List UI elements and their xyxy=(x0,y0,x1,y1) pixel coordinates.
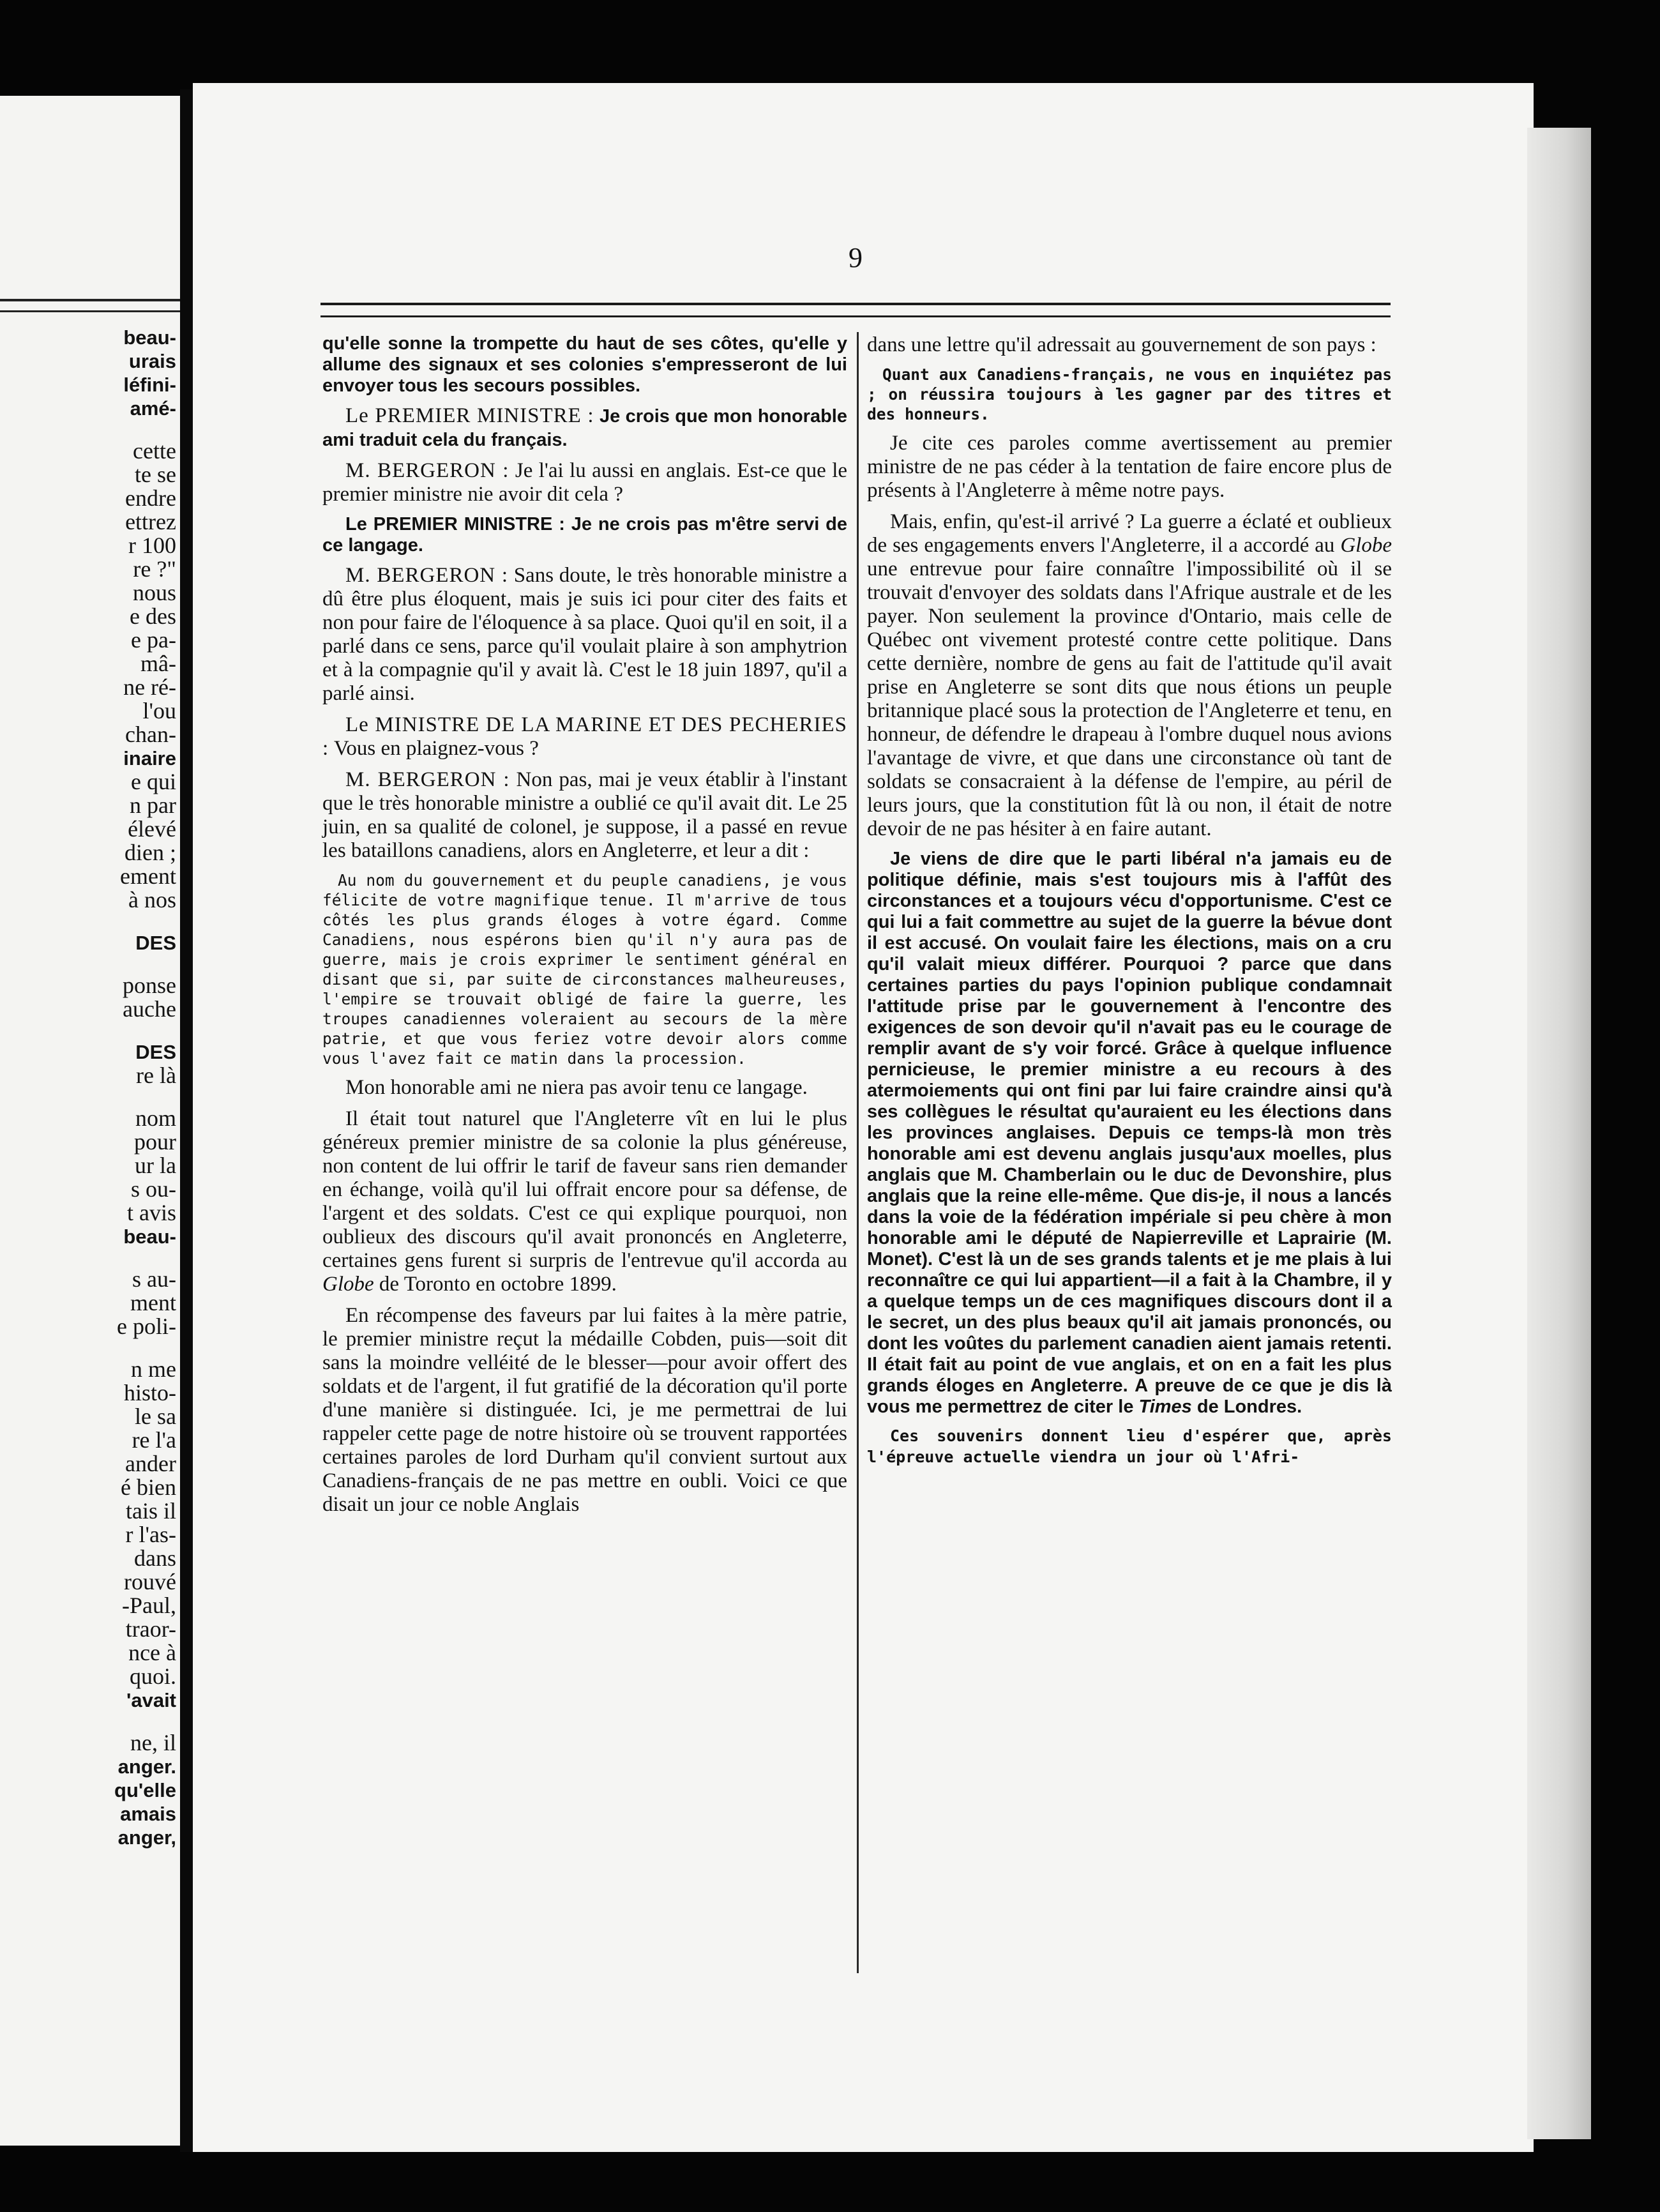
facing-page-rule xyxy=(0,299,180,312)
speaker-name: M. BERGERON : xyxy=(345,564,508,587)
facing-page-line: e des xyxy=(130,603,176,629)
facing-page-line xyxy=(0,420,176,439)
paragraph: Ces souvenirs donnent lieu d'espérer que, après l'épreuve actuelle viendra un jour où l'Afri- xyxy=(867,1427,1392,1466)
newspaper-title: Globe xyxy=(322,1273,374,1296)
facing-page-line: nom xyxy=(135,1105,176,1131)
paragraph-text: Mais, enfin, qu'est-il arrivé ? La guerre a éclaté et oublieux de ses engagements envers l'Angleterre, il a accordé au xyxy=(867,510,1392,557)
facing-page-line: quoi. xyxy=(129,1663,176,1689)
facing-page-line: endre xyxy=(125,485,176,511)
facing-page-line: ur la xyxy=(135,1153,176,1178)
speech-text: Vous en plaignez-vous ? xyxy=(329,737,539,760)
speaker-name: M. BERGERON : xyxy=(345,768,510,791)
facing-page-line: e qui xyxy=(131,769,176,794)
speaker-name: Le PREMIER MINISTRE : xyxy=(345,404,594,427)
facing-page-line: DES xyxy=(135,1041,176,1063)
paragraph xyxy=(322,459,847,506)
facing-page-line: 'avait xyxy=(126,1689,176,1711)
facing-page-line: ponse xyxy=(123,973,176,998)
page-edge-shadow xyxy=(1527,128,1591,2139)
facing-page-line: anger. xyxy=(117,1755,176,1778)
facing-page-line: urais xyxy=(128,350,176,372)
speech-text: Non pas, mai je veux établir à l'instant que le très honorable ministre a oublié ce qu'il avait dit. Le 25 juin, en sa qualité de colonel, je suppose, il a passé en revue les bataillons canadiens, alors en Angleterre, et leur a dit : xyxy=(322,768,848,862)
paragraph xyxy=(322,404,847,451)
facing-page-line: inaire xyxy=(123,747,176,769)
paragraph xyxy=(867,510,1392,841)
facing-page-line: dans xyxy=(134,1545,176,1571)
page-number: 9 xyxy=(849,242,863,273)
facing-page-line xyxy=(0,1248,176,1268)
facing-page-line: s ou- xyxy=(131,1176,176,1202)
facing-page-line: chan- xyxy=(125,722,176,747)
facing-page-line: ne, il xyxy=(130,1730,176,1755)
facing-page-line: s au- xyxy=(132,1266,176,1292)
speech-text: Sans doute, le très honorable ministre a dû être plus éloquent, mais je suis ici pour citer des faits et non pour faire de l'éloquence à sa place. Quoi qu'il en soit, il a parlé dans ce sens, parce qu'il voulait plaire à son amphytrion et à la compagnie qu'il y avait là. C'est le 18 juin 1897, qu'il a parlé ainsi. xyxy=(322,564,847,705)
facing-page-line xyxy=(0,1338,176,1358)
book-gutter xyxy=(180,89,193,2152)
facing-page-line: l'ou xyxy=(142,698,176,723)
facing-page-line xyxy=(0,1021,176,1040)
paragraph: Mon honorable ami ne niera pas avoir tenu ce langage. xyxy=(345,1076,808,1099)
facing-page-line: r 100 xyxy=(128,533,176,558)
speaker-name: Le MINISTRE DE LA MARINE ET DES PECHERIES : xyxy=(322,713,847,760)
facing-page-line: à nos xyxy=(128,887,176,913)
speech-text: Je ne crois pas m'être servi de ce langage. xyxy=(322,514,847,556)
facing-page-line: e poli- xyxy=(117,1314,176,1339)
speaker-name: M. BERGERON : xyxy=(345,459,509,482)
facing-page-line: pour xyxy=(134,1129,176,1155)
facing-page-line: te se xyxy=(135,462,176,487)
column-divider xyxy=(857,332,859,1973)
facing-page-line: auche xyxy=(123,996,176,1022)
facing-page-line: DES xyxy=(135,932,176,954)
facing-page-line: ne ré- xyxy=(123,674,176,700)
paragraph xyxy=(867,849,1392,1418)
facing-page-line: -Paul, xyxy=(122,1593,176,1618)
paragraph-text: Je viens de dire que le parti libéral n'a jamais eu de politique définie, mais s'est toujours mis à l'affût des circonstances et a toujours vécu d'opportunisme. C'est ce qui lui a fait commettre au sujet de la guerre la bévue dont il est accusé. On voulait faire les élections, mais on a cru qu'il valait mieux différer. Pourquoi ? parce que dans certaines parties du pays l'opinion publique condamnait l'attitude prise par le gouvernement à l'encontre des exigences de son devoir qu'il n'avait pas eu le courage de remplir avant de s'y voir forcé. Grâce à quelque influence pernicieuse, le premier ministre a eu recours à des atermoiements qui ont fini par lui faire craindre ainsi qu'à ses collègues le résultat qu'auraient eu les élections dans les provinces anglaises. Depuis ce temps-là mon très honorable ami est devenu anglais jusqu'aux moelles, plus anglais que M. Chamberlain ou le duc de Devonshire, plus anglais que la reine elle-même. Que dis-je, il nous a lancés dans la voie de la fédération impériale si peu chère à mon honorable ami le député de Napierreville et Laprairie (M. Monet). C'est là un de ses grands talents et je me plais à lui reconnaître ce qui lui appartient—il a fait à la Chambre, il y a quelque temps un de ces magnifiques discours dont il a le secret, un des plus beaux qu'il ait jamais prononcés, ou dont les voûtes du parlement canadien aient jamais retenti. Il était fait au point de vue anglais, et on en a fait les plus grands éloges en Angleterre. A preuve de ce que je dis là vous me permettrez de citer le xyxy=(867,849,1392,1417)
facing-page-line: mâ- xyxy=(140,651,176,676)
facing-page-line xyxy=(0,1712,176,1731)
facing-page-line: é bien xyxy=(121,1474,176,1500)
facing-page-line: ettrez xyxy=(125,509,176,534)
facing-page-line: n me xyxy=(131,1356,176,1382)
facing-page-line: cette xyxy=(133,438,176,464)
speech-text: Je crois que mon honorable ami traduit cela du français. xyxy=(322,406,847,450)
newspaper-title: Globe xyxy=(1340,534,1392,557)
facing-page-line: re là xyxy=(136,1063,176,1088)
facing-page-line: traor- xyxy=(125,1616,176,1642)
facing-page-line: anger, xyxy=(117,1826,176,1849)
facing-page-line: re l'a xyxy=(132,1427,176,1453)
facing-page-line xyxy=(0,912,176,931)
facing-page-line: amais xyxy=(120,1803,176,1825)
paragraph xyxy=(322,514,847,556)
left-column xyxy=(322,333,847,1524)
facing-page-line: beau- xyxy=(123,326,176,349)
paragraph xyxy=(322,768,847,863)
facing-page-line: rouvé xyxy=(124,1569,176,1595)
paragraph: qu'elle sonne la trompette du haut de ses côtes, qu'elle y allume des signaux et ses colonies s'empresseront de lui envoyer tous les secours possibles. xyxy=(322,333,847,396)
facing-page-line: ment xyxy=(130,1290,176,1315)
right-column xyxy=(867,333,1392,1475)
paragraph xyxy=(322,713,847,761)
paragraph xyxy=(322,1107,847,1296)
facing-page-line xyxy=(0,955,176,974)
facing-page-fragment xyxy=(0,96,180,2146)
facing-page-line: nous xyxy=(132,580,176,605)
facing-page-line: n par xyxy=(130,792,176,818)
facing-page-line xyxy=(0,1087,176,1107)
header-rule xyxy=(321,303,1391,317)
facing-page-line: r l'as- xyxy=(125,1522,176,1547)
paragraph: Je cite ces paroles comme avertissement au premier ministre de ne pas céder à la tentation de faire encore plus de présents à l'Angleterre à même notre pays. xyxy=(867,432,1392,502)
facing-page-line: ement xyxy=(120,863,176,889)
facing-page-line: t avis xyxy=(127,1200,176,1225)
speaker-name: Le PREMIER MINISTRE : xyxy=(345,514,565,534)
facing-page-line: amé- xyxy=(130,397,176,420)
facing-page-line: dien ; xyxy=(124,840,176,865)
block-quote: Au nom du gouvernement et du peuple canadiens, je vous félicite de votre magnifique tenue. Il m'arrive de tous côtés les plus grands éloges à votre égard. Comme Canadiens, nous espérons bien qu'il n'y aura pas de guerre, mais je crois exprimer le sentiment général en disant que si, par suite de circonstances malheureuses, l'empire se trouvait obligé de faire la guerre, les troupes canadiennes voleraient au secours de la mère patrie, et que vous feriez votre devoir alors comme vous l'avez fait ce matin dans la procession. xyxy=(322,871,847,1068)
block-quote: Quant aux Canadiens-français, ne vous en inquiétez pas ; on réussira toujours à les gagner par des titres et des honneurs. xyxy=(867,365,1392,423)
paragraph xyxy=(322,564,847,706)
facing-page-line: e pa- xyxy=(131,627,176,653)
facing-page-line: re ?" xyxy=(133,556,176,582)
speech-text: Je l'ai lu aussi en anglais. Est-ce que le premier ministre nie avoir dit cela ? xyxy=(322,459,848,506)
facing-page-line: léfini- xyxy=(123,374,176,396)
facing-page-text xyxy=(0,326,180,1849)
paragraph-text: de Toronto en octobre 1899. xyxy=(374,1273,617,1296)
facing-page-line: beau- xyxy=(123,1225,176,1248)
facing-page-line: élevé xyxy=(128,816,176,842)
paragraph-text: une entrevue pour faire connaître l'impossibilité où il se trouvait d'envoyer des soldats dans l'Afrique australe et de les payer. Non seulement la province d'Ontario, mais celle de Québec ont vivement protesté contre cette politique. Dans cette dernière, nombre de gens au fait de l'attitude qu'il avait prise en Angleterre se sont dits que nous étions un peuple britannique placé sous la protection de l'Angleterre et tenu, en honneur, de défendre le drapeau à l'ombre duquel nous avions l'avantage de vivre, et que dans une circonstance où tant de soldats se consacraient à la défense de l'empire, au péril de leurs jours, que la constitution fût là ou non, il était de notre devoir de ne pas hésiter à en faire autant. xyxy=(867,557,1392,840)
paragraph: dans une lettre qu'il adressait au gouvernement de son pays : xyxy=(867,333,1377,356)
paragraph-text: de Londres. xyxy=(1191,1397,1302,1417)
facing-page-line: le sa xyxy=(135,1404,176,1429)
facing-page-line: nce à xyxy=(128,1640,176,1665)
facing-page-line: ander xyxy=(125,1451,176,1476)
facing-page-line: tais il xyxy=(126,1498,176,1524)
paragraph: En récompense des faveurs par lui faites à la mère patrie, le premier ministre reçut la médaille Cobden, puis—soit dit sans la moindre velléité de le blesser—pour avoir offert des soldats et de l'argent, il fut gratifié de la décoration qu'il porte d'une manière si distinguée. Ici, je me permettrai de lui rappeler cette page de notre histoire où se trouvent rapportées certaines paroles de lord Durham qu'il convient surtout aux Canadiens-français de ne pas mettre en oubli. Voici ce que disait un jour ce noble Anglais xyxy=(322,1304,847,1516)
paragraph-text: Il était tout naturel que l'Angleterre vît en lui le plus généreux premier ministre de sa colonie la plus généreuse, non content de lui offrir le tarif de faveur sans rien demander en échange, voilà qu'il lui offrait encore pour sa défense, de l'argent et des soldats. C'est ce qui explique pourquoi, non oublieux des discours qu'il avait prononcés en Angleterre, certaines gens furent si surpris de l'entrevue qu'il accorda au xyxy=(322,1107,847,1272)
facing-page-line: histo- xyxy=(123,1380,176,1405)
facing-page-line: qu'elle xyxy=(114,1779,176,1801)
newspaper-title: Times xyxy=(1138,1397,1192,1417)
